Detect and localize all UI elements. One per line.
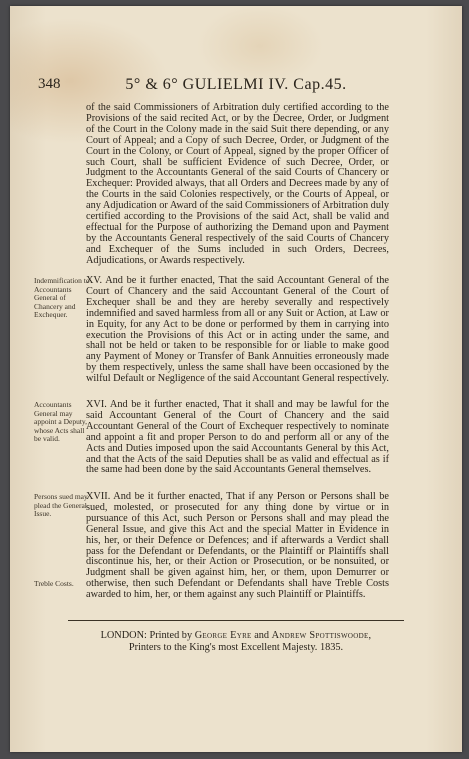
imprint-prefix: LONDON: Printed by [100, 630, 193, 641]
printer-name-eyre: George Eyre [194, 630, 252, 641]
document-page [10, 6, 462, 752]
section-xvi: XVI. And be it further enacted, That it shall and may be lawful for the said Accountant General of the Court of Chancery and the said Accountant General of the Court of Exchequer respectively to nominate and appoint a fit and proper Person to do and perform all or any of the Acts and Duties imposed upon the said Accountants General by this Act, and that the Acts of the said Deputies shall be as valid and effectual as if the same had been done by the said Accountants General themselves. [86, 399, 389, 476]
margin-note-general-issue: Persons sued may plead the General Issue. [34, 492, 88, 519]
footer-rule [68, 620, 404, 621]
imprint-line-1 [66, 630, 406, 642]
page-header [10, 76, 462, 100]
page-title: 5° & 6° GULIELMI IV. Cap.45. [125, 76, 347, 93]
margin-note-deputy: Accountants General may appoint a Deputy, whose Acts shall be valid. [34, 400, 88, 444]
continuation-paragraph: of the said Commissioners of Arbitration duly certified according to the Provisions of the said recited Act, or by the Decree, Order, or Judgment of the Court in the Colony made in the said Suit there depending, or any Court of Appeal; and a Copy of such Decree, Order, or Judgment of the Court in the Colony, or Court of Appeal, signed by the proper Officer of such Court, shall be sufficient Evidence of such Decree, Order, or Judgment to the Accountants General of the said Courts of Chancery or Exchequer: Provided always, that all Orders and Decrees made by any of the Courts in the said Colonies respectively, or the Courts of Appeal, or any Adjudication or Award of the said Commissioners of Arbitration duly certified according to the Provisions of the said Act, shall be valid and effectual for the Purpose of authorizing the Demand upon and Payment by the Accountants General respectively of the said Courts of Chancery and Exchequer of the Sums included in such Orders, Decrees, Adjudications, or Awards respectively. [86, 102, 389, 266]
section-xv: XV. And be it further enacted, That the said Accountant General of the Court of Chancery and the said Accountant General of the Court of Exchequer shall be and they are hereby severally and respectively indemnified and saved harmless from all or any Suit or Action, at Law or in Equity, for any Act to be done or performed by them in carrying into execution the Provisions of this Act or in acting under the same, and shall not be held or taken to be responsible for or liable to make good any Payment of Money or Transfer of Bank Annuities erroneously made by them respectively, unless the same shall have been occasioned by the wilful Default or Negligence of the said Accountant General respectively. [86, 275, 389, 385]
printer-imprint [66, 630, 406, 654]
margin-note-treble-costs: Treble Costs. [34, 579, 74, 588]
imprint-line-2: Printers to the King's most Excellent Majesty. 1835. [128, 642, 344, 653]
imprint-and: and [254, 630, 270, 641]
section-xvii: XVII. And be it further enacted, That if any Person or Persons shall be sued, molested, or prosecuted for any thing done by virtue or in pursuance of this Act, such Person or Persons shall and may plead the General Issue, and give this Act and the special Matter in Evidence in his, her, or their Defence or Defences; and if afterwards a Verdict shall pass for the Defendant or Defendants, or the Plaintiff or Plaintiffs shall discontinue his, her, or their Action or Prosecution, or be nonsuited, or Judgment shall be given against him, her, or them, upon Demurrer or otherwise, then such Defendant or Defendants shall have Treble Costs awarded to him, her, or them against any such Plaintiff or Plaintiffs. [86, 491, 389, 601]
margin-note-indemnification: Indemnification to Accountants General of Chancery and Exchequer. [34, 276, 90, 320]
page-number: 348 [38, 76, 61, 92]
printer-name-spottiswoode: Andrew Spottiswoode, [271, 630, 372, 641]
